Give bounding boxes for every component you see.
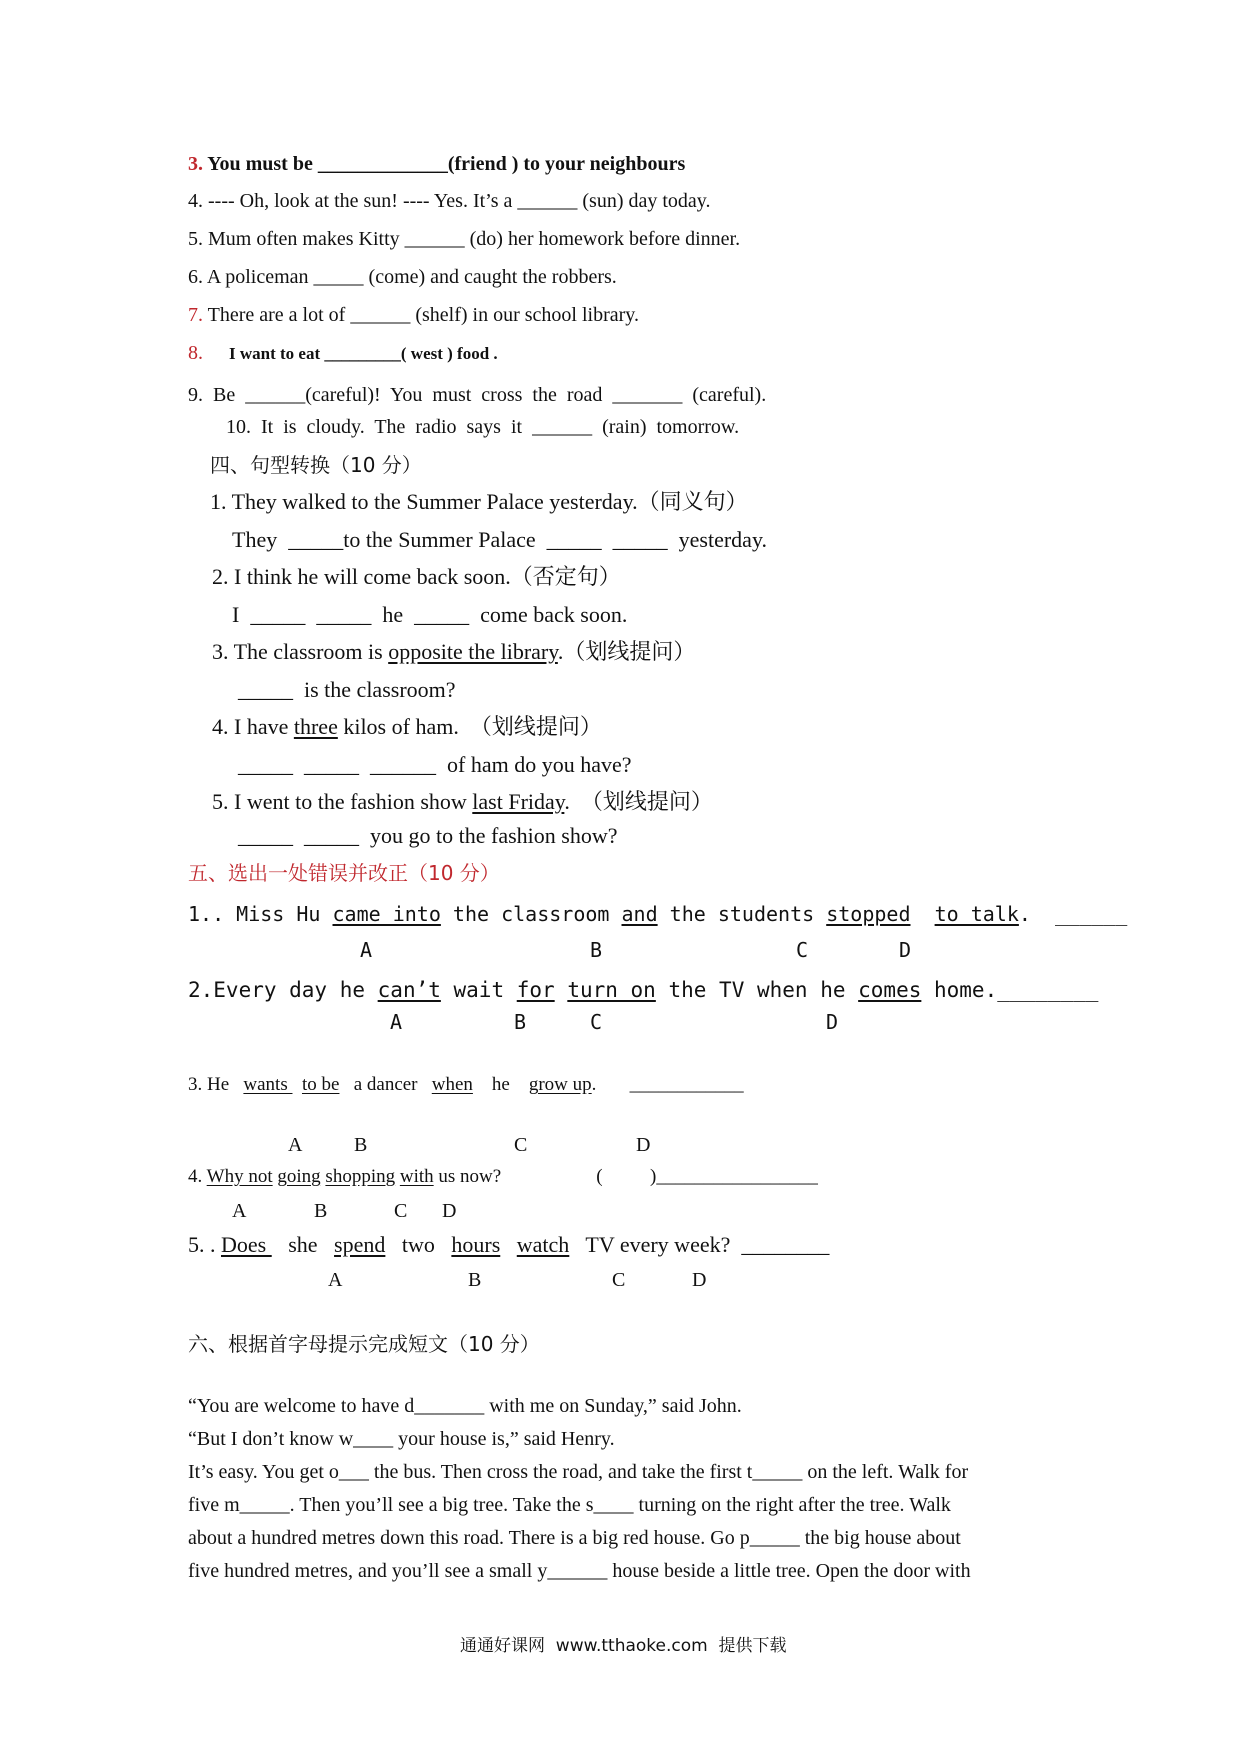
s5-q1	[188, 904, 1127, 924]
s4-q5-pre: 5. I went to the fashion show	[212, 789, 473, 814]
section-four-title: 四、句型转换（10 分）	[210, 453, 422, 477]
s5-q1-letter-a: A	[360, 938, 373, 962]
s5-q5-text-d	[500, 1232, 517, 1257]
s5-q5-text-e: TV every week? ________	[569, 1232, 830, 1257]
s4-q4-pre: 4. I have	[212, 714, 294, 739]
q7-num: 7.	[188, 304, 203, 326]
q7-line	[188, 305, 639, 325]
page-footer: 通通好课网 www.tthaoke.com 提供下载	[460, 1636, 787, 1656]
s5-q5-text-b: she	[271, 1232, 335, 1257]
s5-q3-option-c: when	[431, 1074, 473, 1095]
s5-q3-text-e: . ____________	[591, 1074, 744, 1095]
s5-q4-letter-d: D	[442, 1200, 457, 1222]
s5-q5-letter-d: D	[692, 1269, 707, 1291]
s5-q3-text-d: he	[472, 1074, 529, 1095]
s5-q2-letter-c: C	[590, 1010, 603, 1034]
s6-line-1: “You are welcome to have d_______ with me on Sunday,” said John.	[188, 1395, 742, 1417]
section-six-title: 六、根据首字母提示完成短文（10 分）	[188, 1332, 540, 1356]
q8-num: 8.	[188, 342, 203, 364]
s5-q4-option-a: Why not	[206, 1166, 273, 1187]
s4-q5-underlined: last Friday	[472, 789, 565, 814]
s5-q3-option-d: grow up	[528, 1074, 592, 1095]
s5-q3-option-a: wants	[243, 1074, 293, 1095]
s4-q5	[212, 791, 713, 813]
s5-q1-text-b: the classroom	[440, 902, 622, 926]
s5-q5	[188, 1234, 829, 1256]
s4-q4-post: kilos of ham. （划线提问）	[337, 714, 602, 739]
s5-q2-text-c	[555, 978, 568, 1002]
s6-line-2: “But I don’t know w____ your house is,” said Henry.	[188, 1428, 615, 1450]
s5-q2-letter-b: B	[514, 1010, 527, 1034]
s5-q5-text-a: 5. .	[188, 1232, 221, 1257]
s5-q4-letter-c: C	[394, 1200, 408, 1222]
s5-q2-option-c: turn on	[567, 978, 656, 1002]
s5-q1-letter-c: C	[796, 938, 809, 962]
s5-q4-text-a: 4.	[188, 1166, 207, 1187]
q3-num: 3.	[188, 153, 203, 175]
s5-q5-letter-a: A	[328, 1269, 343, 1291]
s5-q1-option-d: to talk	[934, 902, 1019, 926]
s4-q4-underlined: three	[293, 714, 338, 739]
s5-q1-text-a: 1.. Miss Hu	[188, 902, 333, 926]
q8-line	[188, 343, 498, 363]
s5-q4-letter-b: B	[314, 1200, 328, 1222]
s5-q2-letter-a: A	[390, 1010, 403, 1034]
q7-text: There are a lot of ______ (shelf) in our school library.	[203, 304, 639, 326]
s5-q5-option-b: spend	[334, 1232, 386, 1257]
s5-q4-option-c: shopping	[325, 1166, 396, 1187]
s5-q1-text-c: the students	[657, 902, 827, 926]
s4-q3-post: .（划线提问）	[557, 639, 696, 664]
s4-q3-underlined: opposite the library	[388, 639, 558, 664]
section-five-title: 五、选出一处错误并改正（10 分）	[188, 861, 500, 885]
s5-q3	[188, 1075, 744, 1094]
s5-q4-text-e: us now? ( )_________________	[433, 1166, 818, 1187]
s5-q2-option-a: can’t	[377, 978, 441, 1002]
s4-q2: 2. I think he will come back soon.（否定句）	[212, 564, 621, 589]
s4-q4-answer: _____ _____ ______ of ham do you have?	[238, 752, 632, 777]
s5-q5-letter-b: B	[468, 1269, 482, 1291]
s5-q3-letter-c: C	[514, 1134, 528, 1156]
s4-q5-post: . （划线提问）	[564, 789, 713, 814]
s4-q4	[212, 716, 602, 738]
s5-q2-text-e: home.________	[921, 978, 1099, 1002]
q5-line: 5. Mum often makes Kitty ______ (do) her homework before dinner.	[188, 228, 741, 250]
s5-q1-letter-d: D	[899, 938, 912, 962]
s6-line-5: about a hundred metres down this road. There is a big red house. Go p_____ the big house about	[188, 1527, 961, 1549]
s5-q3-text-b	[292, 1074, 302, 1095]
s5-q2-text-b: wait	[440, 978, 517, 1002]
s5-q5-option-c: hours	[451, 1232, 501, 1257]
q9-line: 9. Be ______(careful)! You must cross the road _______ (careful).	[188, 384, 767, 406]
s5-q2-text-a: 2.Every day he	[188, 978, 378, 1002]
q6-line: 6. A policeman _____ (come) and caught the robbers.	[188, 266, 617, 288]
q3-text: You must be _____________(friend ) to your neighbours	[203, 153, 686, 175]
s5-q1-letter-b: B	[590, 938, 603, 962]
s5-q3-text-c: a dancer	[339, 1074, 432, 1095]
s4-q2-answer: I _____ _____ he _____ come back soon.	[232, 602, 628, 627]
s4-q3-answer: _____ is the classroom?	[238, 677, 456, 702]
s5-q2-letter-d: D	[826, 1010, 839, 1034]
s5-q5-text-c: two	[385, 1232, 452, 1257]
q3-line	[188, 154, 685, 174]
s5-q3-letter-a: A	[288, 1134, 303, 1156]
s5-q1-text-e: . ______	[1018, 902, 1128, 926]
s6-line-3: It’s easy. You get o___ the bus. Then cross the road, and take the first t_____ on the left. Walk for	[188, 1461, 969, 1483]
s5-q5-option-d: watch	[516, 1232, 570, 1257]
s5-q3-letter-b: B	[354, 1134, 368, 1156]
q8-text: I want to eat _________( west ) food .	[229, 344, 498, 363]
s5-q4-option-d: with	[399, 1166, 434, 1187]
s4-q3	[212, 641, 695, 663]
s4-q1: 1. They walked to the Summer Palace yesterday.（同义句）	[210, 489, 748, 514]
s5-q1-option-b: and	[621, 902, 658, 926]
s5-q5-option-a: Does	[221, 1232, 272, 1257]
s5-q2-option-d: comes	[858, 978, 922, 1002]
s4-q1-answer: They _____to the Summer Palace _____ _____ yesterday.	[232, 527, 768, 552]
s4-q5-answer: _____ _____ you go to the fashion show?	[238, 823, 618, 848]
q10-line: 10. It is cloudy. The radio says it ______ (rain) tomorrow.	[226, 416, 740, 438]
s6-line-4: five m_____. Then you’ll see a big tree. Take the s____ turning on the right after the tree. Walk	[188, 1494, 951, 1516]
s6-line-6: five hundred metres, and you’ll see a small y______ house beside a little tree. Open the door with	[188, 1560, 971, 1582]
s5-q4-letter-a: A	[232, 1200, 247, 1222]
s5-q2	[188, 980, 1098, 1001]
s5-q2-text-d: the TV when he	[655, 978, 859, 1002]
s5-q4-option-b: going	[277, 1166, 321, 1187]
s5-q3-letter-d: D	[636, 1134, 651, 1156]
s5-q2-option-b: for	[516, 978, 555, 1002]
q4-line: 4. ---- Oh, look at the sun! ---- Yes. It’s a ______ (sun) day today.	[188, 190, 711, 212]
s5-q1-option-c: stopped	[826, 902, 911, 926]
s5-q3-option-b: to be	[301, 1074, 340, 1095]
s4-q3-pre: 3. The classroom is	[212, 639, 389, 664]
s5-q3-text-a: 3. He	[188, 1074, 244, 1095]
s5-q5-letter-c: C	[612, 1269, 626, 1291]
s5-q4	[188, 1167, 818, 1186]
s5-q1-text-d	[911, 902, 935, 926]
s5-q1-option-a: came into	[332, 902, 441, 926]
